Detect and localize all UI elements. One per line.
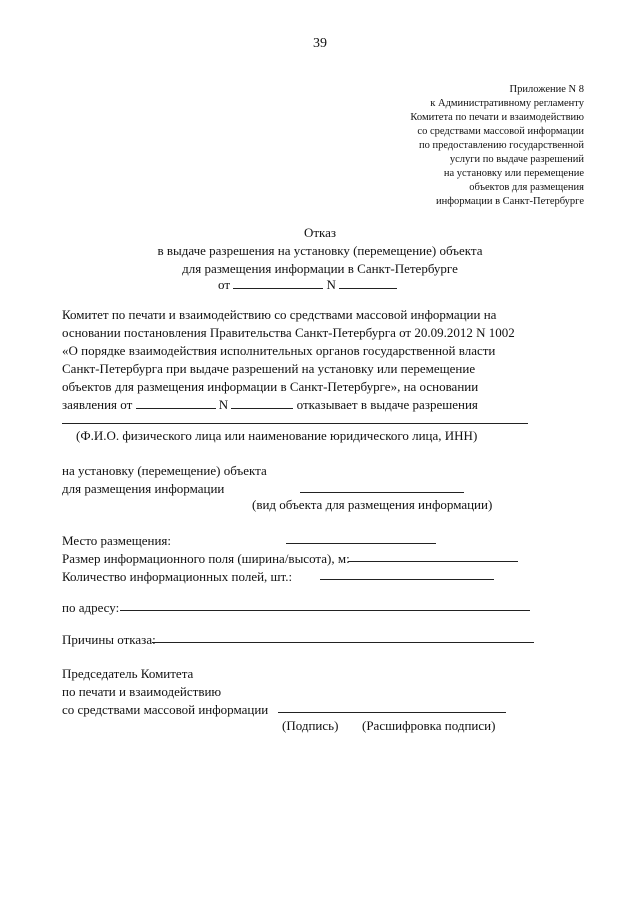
signature-decode-caption: (Расшифровка подписи): [362, 718, 496, 733]
appendix-line: Комитета по печати и взаимодействию: [410, 112, 584, 123]
chair-line-1: Председатель Комитета: [62, 666, 194, 681]
object-type-field[interactable]: [300, 492, 464, 493]
appendix-line: на установку или перемещение: [443, 168, 584, 179]
size-label: Размер информационного поля (ширина/высота), м:: [62, 551, 350, 566]
place-label: Место размещения:: [62, 533, 172, 548]
reasons-field[interactable]: [152, 642, 534, 643]
application-date-field[interactable]: [136, 396, 216, 409]
install-line-2: для размещения информации: [62, 481, 225, 496]
appendix-line: Приложение N 8: [509, 84, 584, 95]
page-number: 39: [313, 36, 327, 51]
date-field[interactable]: [233, 276, 323, 289]
application-number-prefix: N: [218, 397, 229, 412]
chair-line-3: со средствами массовой информации: [62, 702, 269, 717]
body-line: «О порядке взаимодействия исполнительных органов государственной власти: [62, 343, 496, 358]
title-line-2: для размещения информации в Санкт-Петербурге: [182, 261, 458, 276]
application-prefix: заявления от: [62, 397, 133, 412]
title-heading: Отказ: [303, 225, 337, 240]
application-line: [62, 396, 478, 414]
signature-field[interactable]: [278, 712, 506, 713]
date-prefix: от: [218, 277, 231, 292]
reasons-label: Причины отказа:: [62, 632, 156, 647]
signature-caption: (Подпись): [282, 718, 339, 733]
application-number-field[interactable]: [231, 396, 293, 409]
appendix-line: услуги по выдаче разрешений: [449, 154, 584, 165]
applicant-field[interactable]: [62, 423, 528, 424]
address-field[interactable]: [120, 610, 530, 611]
appendix-line: объектов для размещения: [469, 182, 584, 193]
body-line: объектов для размещения информации в Санкт-Петербурге», на основании: [62, 379, 479, 394]
date-number-line: [218, 276, 397, 293]
place-field[interactable]: [286, 543, 436, 544]
body-line: Санкт-Петербурга при выдаче разрешений на установку или перемещение: [62, 361, 476, 376]
body-line: Комитет по печати и взаимодействию со средствами массовой информации на: [62, 307, 497, 322]
address-label: по адресу:: [62, 600, 120, 615]
object-type-caption: (вид объекта для размещения информации): [252, 497, 493, 512]
applicant-caption: (Ф.И.О. физического лица или наименование юридического лица, ИНН): [76, 428, 478, 443]
count-field[interactable]: [320, 579, 494, 580]
number-prefix: N: [326, 277, 336, 292]
appendix-line: со средствами массовой информации: [417, 126, 584, 137]
appendix-line: по предоставлению государственной: [418, 140, 584, 151]
count-label: Количество информационных полей, шт.:: [62, 569, 293, 584]
appendix-line: к Административному регламенту: [430, 98, 584, 109]
body-line: основании постановления Правительства Санкт-Петербурга от 20.09.2012 N 1002: [62, 325, 515, 340]
number-field[interactable]: [339, 276, 397, 289]
refusal-text: отказывает в выдаче разрешения: [296, 397, 478, 412]
size-field[interactable]: [348, 561, 518, 562]
appendix-line: информации в Санкт-Петербурге: [435, 196, 584, 207]
title-line-1: в выдаче разрешения на установку (перемещение) объекта: [157, 243, 483, 258]
chair-line-2: по печати и взаимодействию: [62, 684, 222, 699]
install-line-1: на установку (перемещение) объекта: [62, 463, 267, 478]
